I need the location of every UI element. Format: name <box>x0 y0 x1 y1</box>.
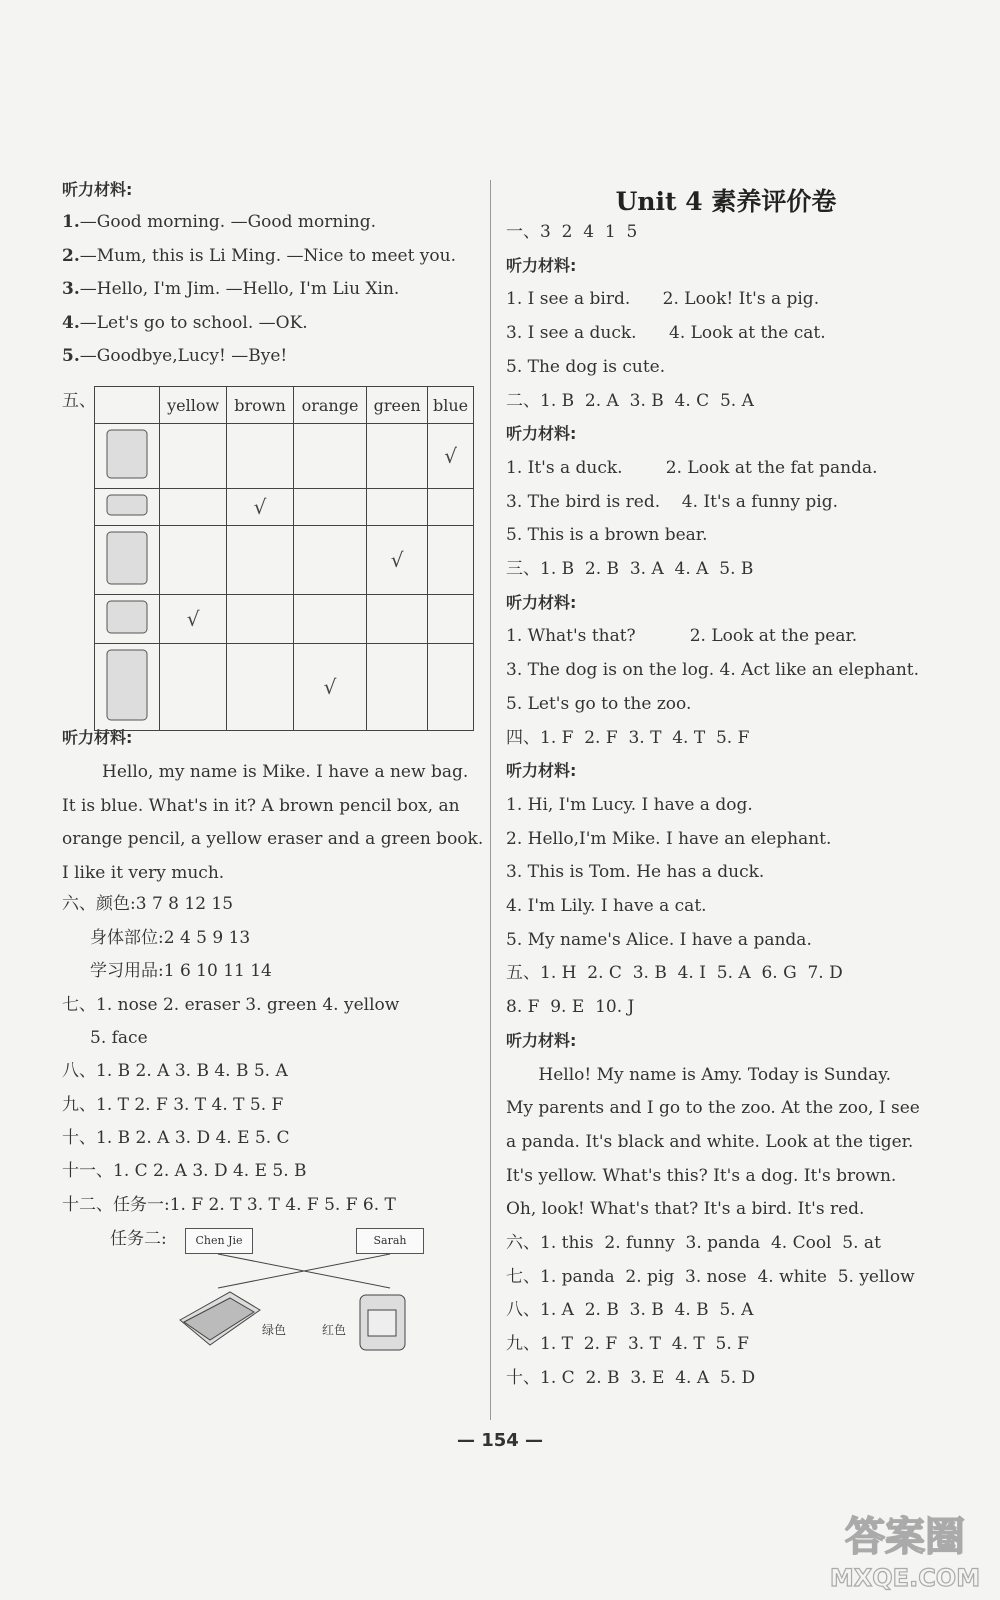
answer-liu-1: 六、颜色:3 7 8 12 15 <box>62 894 234 914</box>
table-cell <box>160 489 227 526</box>
right-line: 九、1. T 2. F 3. T 4. T 5. F <box>506 1334 749 1355</box>
right-line: 3. The dog is on the log. 4. Act like an elephant. <box>506 660 920 681</box>
answer-qi-1: 七、1. nose 2. eraser 3. green 4. yellow <box>62 995 400 1015</box>
answer-shi: 十、1. B 2. A 3. D 4. E 5. C <box>62 1128 290 1148</box>
dialog-number: 1. <box>62 212 80 232</box>
right-line: 听力材料: <box>506 592 577 612</box>
right-line: 3. The bird is red. 4. It's a funny pig. <box>506 491 839 512</box>
passage-line: Hello, my name is Mike. I have a new bag. <box>102 762 469 782</box>
right-line: 5. My name's Alice. I have a panda. <box>506 929 812 950</box>
dialog-number: 5. <box>62 346 80 366</box>
right-line: 三、1. B 2. B 3. A 4. A 5. B <box>506 559 754 579</box>
table-cell <box>428 424 474 489</box>
dialog-number: 2. <box>62 245 80 266</box>
dialog-text: —Good morning. —Good morning. <box>79 212 377 232</box>
right-line: 八、1. A 2. B 3. B 4. B 5. A <box>506 1300 754 1321</box>
right-line: 十、1. C 2. B 3. E 4. A 5. D <box>506 1367 756 1388</box>
check-mark: √ <box>323 674 337 699</box>
table-cell <box>367 594 428 643</box>
answer-liu-2: 身体部位:2 4 5 9 13 <box>90 928 251 948</box>
svg-text:答案圈: 答案圈 <box>845 1514 965 1560</box>
table-header-cell: blue <box>428 387 474 424</box>
pencil-icon <box>101 709 153 728</box>
table-cell <box>428 643 474 730</box>
right-line: 3. This is Tom. He has a duck. <box>506 862 765 883</box>
red-label: 红色 <box>322 1323 347 1337</box>
table-cell <box>367 424 428 489</box>
passage-line: I like it very much. <box>62 862 225 883</box>
table-cell <box>428 594 474 643</box>
right-line: 听力材料: <box>506 424 577 444</box>
dialog-line <box>62 313 308 333</box>
section-wu-label: 五、 <box>62 391 96 411</box>
dialog-text: —Goodbye,Lucy! —Bye! <box>79 346 288 366</box>
table-cell <box>367 525 428 594</box>
table-header-row <box>95 387 474 424</box>
unit-title: Unit 4 素养评价卷 <box>615 187 837 216</box>
dialog-line <box>62 346 287 366</box>
table-header-cell: green <box>367 387 428 424</box>
listen-label: 听力材料: <box>62 180 133 199</box>
task2-label: 任务二: <box>110 1229 167 1249</box>
right-line: 1. It's a duck. 2. Look at the fat panda. <box>506 457 878 478</box>
answer-shier: 十二、任务一:1. F 2. T 3. T 4. F 5. F 6. T <box>62 1195 396 1215</box>
table-body <box>95 424 474 731</box>
right-line: 4. I'm Lily. I have a cat. <box>506 896 707 916</box>
table-header-cell: yellow <box>160 387 227 424</box>
check-mark: √ <box>444 444 457 469</box>
dialog-text: —Hello, I'm Jim. —Hello, I'm Liu Xin. <box>79 279 400 299</box>
right-line: 1. What's that? 2. Look at the pear. <box>506 626 858 647</box>
right-line: 听力材料: <box>506 255 577 275</box>
matching-drawing <box>170 1250 440 1365</box>
green-label: 绿色 <box>262 1323 287 1337</box>
table-header-cell: orange <box>293 387 366 424</box>
dialog-text: —Let's go to school. —OK. <box>79 312 308 333</box>
table-header-cell: brown <box>227 387 294 424</box>
right-line: 1. I see a bird. 2. Look! It's a pig. <box>506 289 820 310</box>
table-cell <box>428 525 474 594</box>
svg-text:MXQE.COM: MXQE.COM <box>829 1564 981 1592</box>
dialog-line <box>62 279 399 299</box>
table-cell <box>160 643 227 730</box>
answer-table <box>94 386 474 731</box>
page-number: — 154 — <box>456 1430 544 1451</box>
right-line: 8. F 9. E 10. J <box>506 997 635 1018</box>
table-cell <box>367 489 428 526</box>
right-line: It's yellow. What's this? It's a dog. It's brown. <box>506 1165 897 1186</box>
table-cell <box>227 489 294 526</box>
table-cell <box>293 594 366 643</box>
right-line: My parents and I go to the zoo. At the zoo, I see <box>506 1098 920 1119</box>
table-row <box>95 424 474 489</box>
eraser-icon <box>101 622 153 641</box>
pencil-case-icon <box>180 1292 260 1345</box>
right-line: 3. I see a duck. 4. Look at the cat. <box>506 323 826 344</box>
table-item-cell <box>95 643 160 730</box>
pencil-box-icon <box>101 504 153 523</box>
answer-shiyi: 十一、1. C 2. A 3. D 4. E 5. B <box>62 1161 307 1181</box>
right-line: 一、3 2 4 1 5 <box>506 222 638 242</box>
table-cell <box>367 643 428 730</box>
table-cell <box>160 424 227 489</box>
right-line: 5. Let's go to the zoo. <box>506 693 692 714</box>
table-row <box>95 525 474 594</box>
color-table <box>94 386 474 731</box>
check-mark: √ <box>390 547 404 572</box>
table-cell <box>428 489 474 526</box>
table-item-cell <box>95 489 160 526</box>
backpack-icon <box>360 1295 405 1350</box>
listen-label-2: 听力材料: <box>62 728 133 747</box>
table-cell <box>227 643 294 730</box>
right-line: 四、1. F 2. F 3. T 4. T 5. F <box>506 727 750 748</box>
check-mark: √ <box>186 606 200 631</box>
column-divider <box>490 180 491 1420</box>
table-cell <box>227 424 294 489</box>
book-icon <box>101 573 153 592</box>
table-row <box>95 489 474 526</box>
bag-icon <box>101 467 153 486</box>
table-row <box>95 594 474 643</box>
right-line: 听力材料: <box>506 1030 577 1050</box>
right-line: 5. This is a brown bear. <box>506 525 708 546</box>
passage-line: It is blue. What's in it? A brown pencil box, an <box>62 795 460 816</box>
table-item-cell <box>95 525 160 594</box>
table-cell <box>227 525 294 594</box>
table-row <box>95 643 474 730</box>
table-cell <box>293 424 366 489</box>
table-corner <box>95 387 160 424</box>
right-line: 5. The dog is cute. <box>506 356 666 377</box>
answer-liu-3: 学习用品:1 6 10 11 14 <box>90 961 272 981</box>
table-cell <box>160 594 227 643</box>
right-line: a panda. It's black and white. Look at the tiger. <box>506 1131 914 1152</box>
right-line: 六、1. this 2. funny 3. panda 4. Cool 5. at <box>506 1233 881 1253</box>
answer-jiu: 九、1. T 2. F 3. T 4. T 5. F <box>62 1095 284 1115</box>
right-line: 听力材料: <box>506 761 577 781</box>
dialog-number: 3. <box>62 279 80 299</box>
table-cell <box>293 643 366 730</box>
name-box-chen-jie: Chen Jie <box>185 1228 253 1254</box>
name-box-sarah: Sarah <box>356 1228 424 1254</box>
table-cell <box>160 525 227 594</box>
check-mark: √ <box>253 494 267 519</box>
right-line: 二、1. B 2. A 3. B 4. C 5. A <box>506 390 754 411</box>
table-item-cell <box>95 594 160 643</box>
watermark-logo <box>820 1500 990 1595</box>
right-line: 1. Hi, I'm Lucy. I have a dog. <box>506 794 753 815</box>
passage-line: orange pencil, a yellow eraser and a green book. <box>62 829 484 849</box>
table-item-cell <box>95 424 160 489</box>
dialog-text: —Mum, this is Li Ming. —Nice to meet you. <box>79 245 456 266</box>
right-line: 七、1. panda 2. pig 3. nose 4. white 5. yellow <box>506 1266 915 1287</box>
right-line: 五、1. H 2. C 3. B 4. I 5. A 6. G 7. D <box>506 963 843 984</box>
dialog-line <box>62 246 456 266</box>
answer-ba: 八、1. B 2. A 3. B 4. B 5. A <box>62 1061 288 1081</box>
table-cell <box>293 525 366 594</box>
answer-qi-2: 5. face <box>90 1028 148 1048</box>
table-cell <box>227 594 294 643</box>
dialog-line <box>62 212 376 232</box>
right-line: 2. Hello,I'm Mike. I have an elephant. <box>506 828 832 849</box>
table-cell <box>293 489 366 526</box>
right-line: Oh, look! What's that? It's a bird. It's red. <box>506 1199 865 1220</box>
right-line: Hello! My name is Amy. Today is Sunday. <box>506 1064 892 1085</box>
dialog-number: 4. <box>62 312 80 333</box>
